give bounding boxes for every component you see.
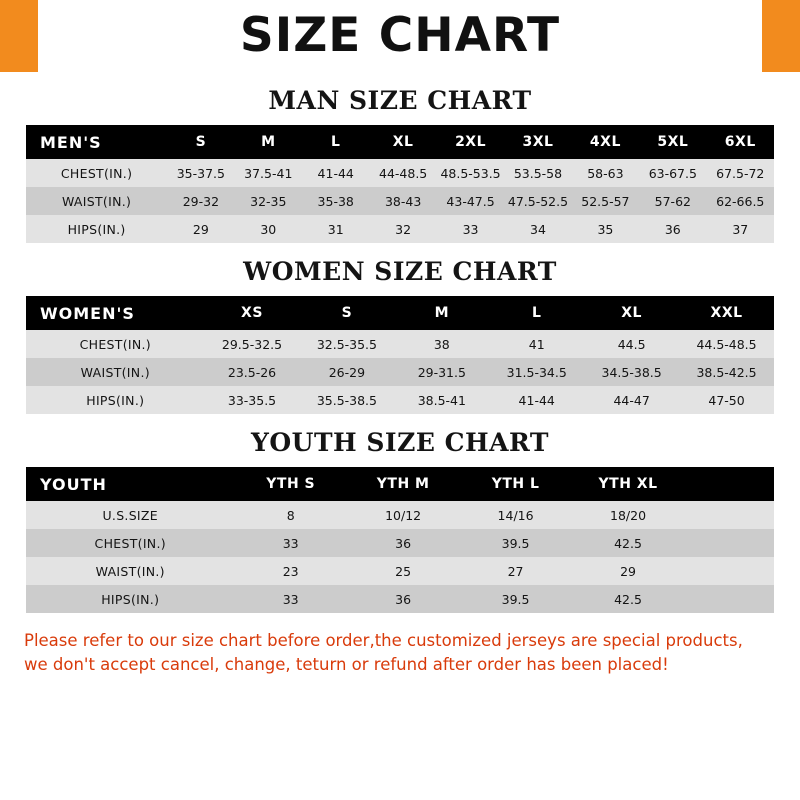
man-r1-c4: 43-47.5 <box>446 193 495 209</box>
women-r0-c0: 29.5-32.5 <box>221 336 283 352</box>
youth-section-title: YOUTH SIZE CHART <box>251 428 549 457</box>
man-col-0: S <box>167 125 234 159</box>
youth-r1-c3: 42.5 <box>614 535 642 551</box>
youth-r3-c1: 36 <box>395 591 412 607</box>
youth-size-table <box>26 467 774 613</box>
man-r0-c8: 67.5-72 <box>716 165 765 181</box>
table-row <box>26 330 774 358</box>
youth-r0-c0: 8 <box>286 507 295 523</box>
man-r2-c7: 36 <box>664 221 681 237</box>
man-table-body <box>26 159 774 243</box>
table-row <box>26 557 774 585</box>
man-col-6: 4XL <box>572 125 639 159</box>
women-r1-c3: 31.5-34.5 <box>506 364 567 380</box>
man-col-2: L <box>302 125 369 159</box>
youth-section <box>0 428 800 613</box>
man-col-3: XL <box>369 125 436 159</box>
women-table-head <box>26 296 774 330</box>
women-section <box>0 257 800 414</box>
man-col-7: 5XL <box>639 125 706 159</box>
women-header-row <box>26 296 774 330</box>
youth-table-body <box>26 501 774 613</box>
youth-corner-label: YOUTH <box>26 467 234 501</box>
women-r0-c2: 38 <box>433 336 450 352</box>
women-r2-c1: 35.5-38.5 <box>316 392 377 408</box>
youth-header-row <box>26 467 774 501</box>
women-col-3: L <box>489 296 584 330</box>
man-r1-c0: 29-32 <box>182 193 220 209</box>
man-r0-c3: 44-48.5 <box>379 165 428 181</box>
women-r2-c5: 47-50 <box>708 392 745 408</box>
man-r1-c5: 47.5-52.5 <box>507 193 569 209</box>
women-r2-c3: 41-44 <box>518 392 555 408</box>
man-r2-c4: 33 <box>462 221 479 237</box>
youth-r3-c2: 39.5 <box>501 591 530 607</box>
man-col-4: 2XL <box>437 125 504 159</box>
youth-r1-c0: 33 <box>282 535 299 551</box>
man-row-1-label: WAIST(IN.) <box>61 193 132 209</box>
youth-row-2-label: WAIST(IN.) <box>95 563 165 579</box>
man-header-row <box>26 125 774 159</box>
youth-table-head <box>26 467 774 501</box>
youth-r0-spacer <box>684 501 774 529</box>
man-r1-c7: 57-62 <box>654 193 691 209</box>
women-r0-c4: 44.5 <box>617 336 646 352</box>
youth-r0-c2: 14/16 <box>497 507 534 523</box>
table-row <box>26 159 774 187</box>
youth-col-spacer <box>684 467 774 501</box>
table-row <box>26 358 774 386</box>
youth-r1-c1: 36 <box>395 535 412 551</box>
man-r2-c1: 30 <box>260 221 277 237</box>
youth-r3-spacer <box>684 585 774 613</box>
man-r0-c2: 41-44 <box>317 165 354 181</box>
man-r2-c8: 37 <box>732 221 749 237</box>
women-table-body <box>26 330 774 414</box>
women-r2-c2: 38.5-41 <box>417 392 466 408</box>
women-col-1: S <box>299 296 394 330</box>
man-r2-c0: 29 <box>192 221 209 237</box>
women-corner-label: WOMEN'S <box>26 296 205 330</box>
table-row <box>26 585 774 613</box>
man-r1-c8: 62-66.5 <box>716 193 765 209</box>
women-r1-c4: 34.5-38.5 <box>601 364 662 380</box>
man-col-1: M <box>235 125 302 159</box>
man-r1-c6: 52.5-57 <box>581 193 630 209</box>
women-r0-c5: 44.5-48.5 <box>696 336 757 352</box>
women-row-0-label: CHEST(IN.) <box>79 336 151 352</box>
man-r0-c1: 37.5-41 <box>244 165 293 181</box>
women-row-1-label: WAIST(IN.) <box>80 364 150 380</box>
youth-r3-c0: 33 <box>282 591 299 607</box>
women-col-0: XS <box>205 296 300 330</box>
man-r1-c1: 32-35 <box>250 193 287 209</box>
women-size-table <box>26 296 774 414</box>
women-r2-c0: 33-35.5 <box>227 392 277 408</box>
women-row-2-label: HIPS(IN.) <box>86 392 145 408</box>
youth-r3-c3: 42.5 <box>614 591 642 607</box>
youth-col-3: YTH XL <box>572 467 684 501</box>
man-row-0-label: CHEST(IN.) <box>60 165 133 181</box>
youth-row-1-label: CHEST(IN.) <box>94 535 166 551</box>
women-col-4: XL <box>584 296 679 330</box>
women-r2-c4: 44-47 <box>613 392 650 408</box>
man-r0-c5: 53.5-58 <box>513 165 563 181</box>
youth-col-2: YTH L <box>459 467 571 501</box>
header-band <box>0 0 800 72</box>
man-col-5: 3XL <box>504 125 571 159</box>
youth-r1-spacer <box>684 529 774 557</box>
youth-r0-c1: 10/12 <box>385 507 422 523</box>
youth-r2-c1: 25 <box>395 563 412 579</box>
man-r2-c6: 35 <box>597 221 614 237</box>
man-r0-c4: 48.5-53.5 <box>440 165 501 181</box>
women-r0-c1: 32.5-35.5 <box>316 336 377 352</box>
youth-r2-spacer <box>684 557 774 585</box>
man-r2-c2: 31 <box>327 221 344 237</box>
man-r2-c3: 32 <box>395 221 412 237</box>
table-row <box>26 187 774 215</box>
women-r1-c2: 29-31.5 <box>417 364 466 380</box>
footer-note <box>0 629 800 677</box>
youth-r1-c2: 39.5 <box>501 535 530 551</box>
women-r0-c3: 41 <box>528 336 545 352</box>
man-r2-c5: 34 <box>530 221 546 237</box>
footer-note-line2: we don't accept cancel, change, teturn or refund after order has been placed! <box>24 654 669 674</box>
youth-r2-c0: 23 <box>282 563 299 579</box>
youth-r2-c2: 27 <box>507 563 524 579</box>
youth-r2-c3: 29 <box>620 563 636 579</box>
man-r1-c3: 38-43 <box>384 193 422 209</box>
table-row <box>26 501 774 529</box>
women-col-2: M <box>394 296 489 330</box>
women-r1-c5: 38.5-42.5 <box>696 364 757 380</box>
women-col-5: XXL <box>679 296 774 330</box>
table-row <box>26 215 774 243</box>
man-r0-c6: 58-63 <box>587 165 624 181</box>
man-col-8: 6XL <box>707 125 774 159</box>
man-r1-c2: 35-38 <box>317 193 354 209</box>
youth-r0-c3: 18/20 <box>610 507 647 523</box>
man-corner-label: MEN'S <box>26 125 167 159</box>
youth-col-1: YTH M <box>347 467 459 501</box>
man-r0-c0: 35-37.5 <box>176 165 225 181</box>
man-section-title: MAN SIZE CHART <box>268 86 532 115</box>
women-section-title: WOMEN SIZE CHART <box>243 257 557 286</box>
footer-note-line1: Please refer to our size chart before order,the customized jerseys are special products, <box>24 631 743 650</box>
youth-row-0-label: U.S.SIZE <box>102 507 158 523</box>
man-size-table <box>26 125 774 243</box>
women-r1-c0: 23.5-26 <box>227 364 277 380</box>
youth-col-0: YTH S <box>234 467 346 501</box>
man-row-2-label: HIPS(IN.) <box>67 221 126 237</box>
man-section <box>0 86 800 243</box>
table-row <box>26 386 774 414</box>
page-title: SIZE CHART <box>239 8 561 63</box>
man-r0-c7: 63-67.5 <box>648 165 697 181</box>
women-r1-c1: 26-29 <box>328 364 366 380</box>
youth-row-3-label: HIPS(IN.) <box>101 591 160 607</box>
table-row <box>26 529 774 557</box>
man-table-head <box>26 125 774 159</box>
